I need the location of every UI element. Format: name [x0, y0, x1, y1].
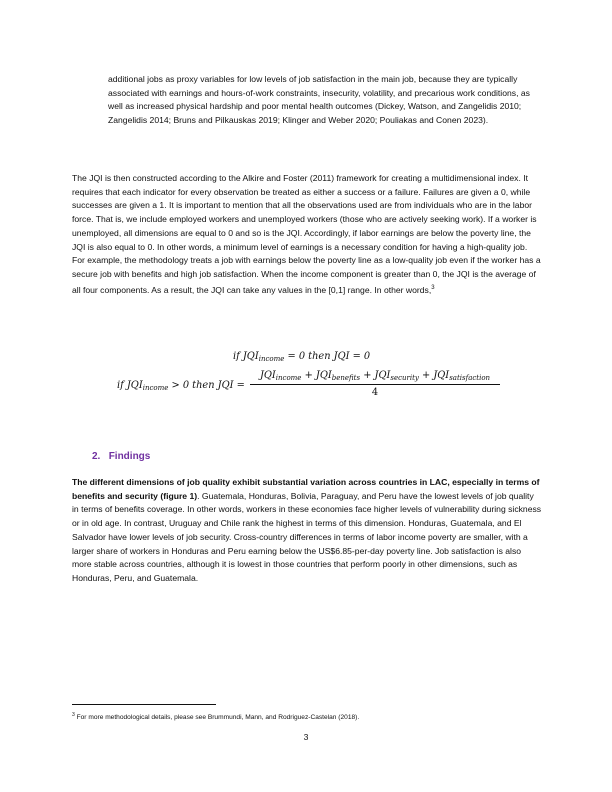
fraction-denominator: 4 — [371, 387, 379, 398]
page-number: 3 — [303, 732, 309, 742]
fraction-numerator — [250, 370, 500, 385]
footnote-separator — [72, 704, 216, 705]
equation-zero-income: if $JQI_{income} = 0$ then JQI = 0 — [233, 351, 371, 363]
equation-positive-income-condition: if $JQI_{income} > 0$ then JQI = — [117, 380, 245, 392]
footnote-reference: 3 — [431, 284, 435, 291]
findings-body: . Guatemala, Honduras, Bolivia, Paraguay, and Peru have the lowest levels of job quality in terms of benefits coverage. In other words, workers in these economies face higher levels of vulnerability during sickness or in old age. In contrast, Uruguay and Chile rank the highest in terms of this dimension. Honduras, Guatemala, and El Salvador have lower levels of job security. Cross-country differences in terms of labor income poverty are smaller, with a larger share of workers in Honduras and Peru earning below the US$6.85-per-day poverty line. Job satisfaction is also more stable across countries, although it is lowest in those countries that perform poorly in other dimensions, such as Honduras, Peru, and Guatemala. — [72, 490, 542, 583]
numerator-term-income: $JQI_{income}$ — [259, 370, 302, 382]
section-number: 2. — [92, 451, 101, 462]
jqi-paragraph-text: The JQI is then constructed according to the Alkire and Foster (2011) framework for creating a multidimensional index. It requires that each indicator for every observation be treated as either a success or a failure. Failures are given a 0, while successes are given a 1. It is important to mention that all the observations used are from individuals who are in the labor force. That is, we include employed workers and unemployed workers (those who are actively seeking work). If a worker is unemployed, all dimensions are equal to 0 and so is the JQI. Accordingly, if labor earnings are below the poverty line, the JQI is also equal to 0. In other words, a minimum level of earnings is a necessary condition for having a high-quality job. For example, the methodology treats a job with earnings below the poverty line as a low-quality job even if the worker has a secure job with benefits and high job satisfaction. When the income component is greater than 0, the JQI is the average of all four components. As a result, the JQI can take any values in the [0,1] range. In other words, — [72, 173, 541, 295]
footnote-text: For more methodological details, please see Brummundi, Mann, and Rodriguez-Castelan (2018). — [74, 714, 360, 722]
continued-paragraph: additional jobs as proxy variables for low levels of job satisfaction in the main job, because they are typically associated with earnings and hours-of-work constraints, insecurity, volatility, and precarious work conditions, as well as increased physical hardship and poor mental health outcomes (Dickey, Watson, and Zangelidis 2010; Zangelidis 2014; Bruns and Pilkauskas 2019; Klinger and Weber 2020; Pouliakas and Conen 2023). — [108, 74, 530, 126]
footnote-marker: 3 — [72, 712, 75, 718]
numerator-term-benefits: $JQI_{benefits}$ — [315, 370, 361, 382]
footnote — [72, 711, 359, 722]
findings-lead-sentence: The different dimensions of job quality exhibit substantial variation across countries in LAC, especially in terms of benefits and security (figure 1) — [72, 477, 540, 501]
numerator-term-security: $JQI_{security}$ — [374, 370, 419, 382]
section-heading-findings — [92, 451, 150, 462]
plus-operator: + — [360, 370, 375, 381]
equation-average-fraction — [250, 370, 500, 398]
findings-paragraph — [72, 476, 542, 586]
section-title: Findings — [108, 451, 151, 462]
plus-operator: + — [418, 370, 434, 381]
numerator-term-satisfaction: $JQI_{satisfaction}$ — [433, 370, 491, 382]
jqi-construction-paragraph — [72, 172, 542, 297]
plus-operator: + — [301, 370, 316, 381]
